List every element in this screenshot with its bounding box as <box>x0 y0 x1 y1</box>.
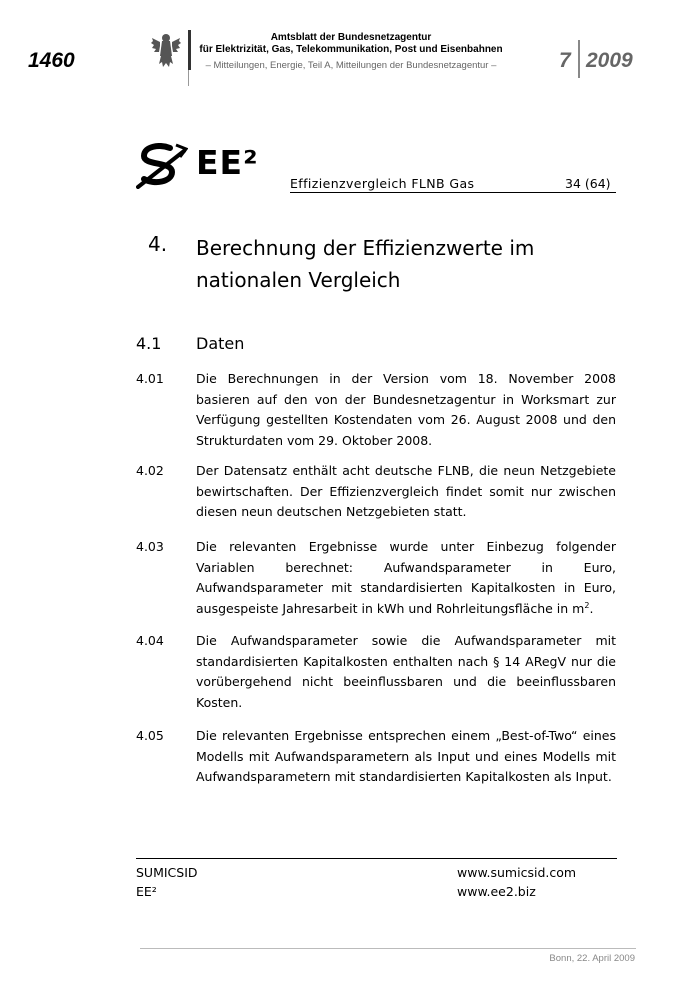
section-title: Berechnung der Effizienzwerte im nationalen Vergleich <box>196 236 535 292</box>
federal-eagle-icon <box>151 32 181 70</box>
masthead-title-line1: Amtsblatt der Bundesnetzagentur <box>270 32 432 43</box>
paragraph-text: Die Aufwandsparameter sowie die Aufwandsparameter mit standardisierten Kapitalkosten enthalten nach § 14 ARegV nur die vorübergehend nicht beeinflussbaren und die beeinflussbaren Kosten. <box>196 633 616 710</box>
paragraph-text: Die Berechnungen in der Version vom 18. November 2008 basieren auf den von der Bundesnetzagentur in Worksmart zur Verfügung gestellten Kostendaten vom 26. August 2008 und den Strukturdaten vom 29. Oktober 2008. <box>196 371 616 448</box>
section-number: 4. <box>148 232 168 256</box>
paragraph-number: 4.03 <box>136 539 164 554</box>
paragraph-number: 4.01 <box>136 371 164 386</box>
paragraph-text-tail: . <box>589 600 594 616</box>
page-number: 1460 <box>28 49 75 72</box>
ee2-logo-text: EE² <box>196 143 259 182</box>
footer-company: SUMICSID <box>136 865 198 880</box>
subsection-title: Daten <box>196 334 245 353</box>
subsection-number: 4.1 <box>136 334 162 353</box>
paragraph-text <box>196 537 616 619</box>
issue-number: 7 <box>559 49 571 72</box>
paragraph-text: Der Datensatz enthält acht deutsche FLNB, die neun Netzgebiete bewirtschaften. Der Effizienzvergleich findet somit nur zwischen diesen neun deutschen Netzgebieten statt. <box>196 463 616 519</box>
masthead-title-line2: für Elektrizität, Gas, Telekommunikation, Post und Eisenbahnen <box>199 44 503 55</box>
masthead-divider <box>188 30 191 70</box>
bottom-rule <box>140 948 636 949</box>
footer-rule <box>136 858 617 859</box>
superscript: 2 <box>584 600 590 610</box>
document-title: Effizienzvergleich FLNB Gas <box>290 176 475 191</box>
header-rule <box>290 192 616 193</box>
issue-year: 2009 <box>586 49 633 72</box>
paragraph-text: Die relevanten Ergebnisse entsprechen einem „Best-of-Two“ eines Modells mit Aufwandsparametern als Input und eines Modells mit Aufwandsparametern mit standardisierten Kapitalkosten als Input. <box>196 728 616 784</box>
paragraph-text-main: Die relevanten Ergebnisse wurde unter Einbezug folgender Variablen berechnet: Aufwandsparameter in Euro, Aufwandsparameter mit standardisierten Kapitalkosten in Euro, ausgespeiste Jahresarbeit in kWh und Rohrleitungsfläche in m <box>196 539 616 616</box>
paragraph-number: 4.02 <box>136 463 164 478</box>
paragraph-number: 4.04 <box>136 633 164 648</box>
document-page: 34 (64) <box>565 176 611 191</box>
paragraph-number: 4.05 <box>136 728 164 743</box>
masthead-subtitle: – Mitteilungen, Energie, Teil A, Mitteilungen der Bundesnetzagentur – <box>205 60 497 71</box>
footer-website-ee2: www.ee2.biz <box>457 884 536 899</box>
masthead-divider-thin <box>188 70 189 86</box>
issue-divider <box>578 40 580 78</box>
footer-website-sumicsid: www.sumicsid.com <box>457 865 577 880</box>
ee2-logo-icon <box>136 143 188 189</box>
publication-date: Bonn, 22. April 2009 <box>549 953 635 964</box>
footer-brand: EE² <box>136 884 157 899</box>
